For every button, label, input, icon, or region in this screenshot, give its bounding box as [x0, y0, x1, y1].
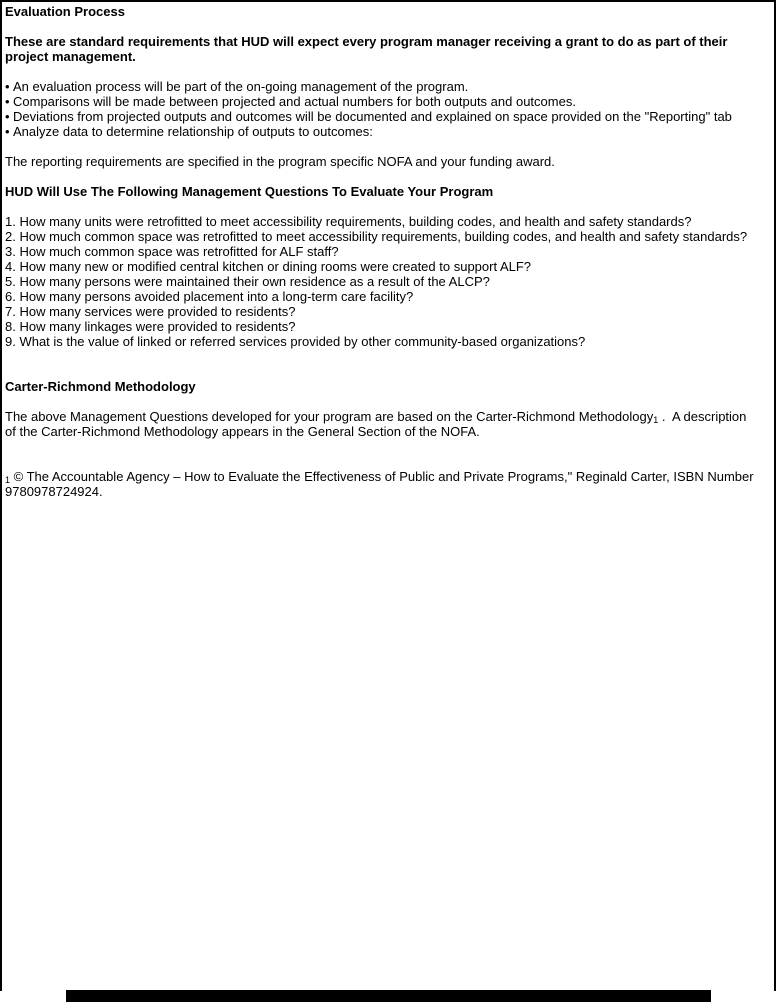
footnote-text: © The Accountable Agency – How to Evaluate the Effectiveness of Public and Private Programs," Reginald Carter, ISBN Number	[10, 469, 754, 484]
bullet-text: Deviations from projected outputs and outcomes will be documented and explained on space provided on the "Reporting" tab	[13, 109, 732, 124]
question-item: 1. How many units were retrofitted to meet accessibility requirements, building codes, and health and safety standards?	[5, 214, 692, 229]
blank-line	[5, 364, 772, 379]
footnote-marker: 1	[5, 475, 11, 485]
footnote-reference-marker: 1	[653, 415, 659, 425]
question-item: 2. How much common space was retrofitted to meet accessibility requirements, building codes, and health and safety standards?	[5, 229, 748, 244]
methodology-text: The above Management Questions developed for your program are based on the Carter-Richmond Methodology	[5, 409, 654, 424]
question-item: 5. How many persons were maintained their own residence as a result of the ALCP?	[5, 274, 490, 289]
page-title: Evaluation Process	[5, 4, 125, 19]
bullet-icon: •	[5, 94, 10, 109]
bullet-icon: •	[5, 109, 10, 124]
blank-line	[5, 394, 772, 409]
bullet-text: Comparisons will be made between projected and actual numbers for both outputs and outcomes.	[13, 94, 576, 109]
bullet-text: An evaluation process will be part of the on-going management of the program.	[13, 79, 469, 94]
question-item: 6. How many persons avoided placement into a long-term care facility?	[5, 289, 414, 304]
document-content	[2, 2, 774, 499]
blank-line	[5, 19, 772, 34]
blank-line	[5, 199, 772, 214]
blank-line	[5, 349, 772, 364]
footnote-line-1	[5, 469, 772, 484]
methodology-paragraph-line-1	[5, 409, 772, 424]
blank-line	[5, 454, 772, 469]
methodology-text: . A description	[658, 409, 747, 424]
bullet-item	[5, 124, 772, 139]
question-item: 8. How many linkages were provided to residents?	[5, 319, 296, 334]
reporting-note: The reporting requirements are specified in the program specific NOFA and your funding award.	[5, 154, 555, 169]
bullet-icon: •	[5, 79, 10, 94]
methodology-paragraph-line-2: of the Carter-Richmond Methodology appears in the General Section of the NOFA.	[5, 424, 480, 439]
blank-line	[5, 169, 772, 184]
questions-heading: HUD Will Use The Following Management Questions To Evaluate Your Program	[5, 184, 494, 199]
intro-paragraph-line-2: project management.	[5, 49, 136, 64]
intro-paragraph-line-1: These are standard requirements that HUD will expect every program manager receiving a grant to do as part of their	[5, 34, 728, 49]
methodology-heading: Carter-Richmond Methodology	[5, 379, 196, 394]
bullet-text: Analyze data to determine relationship of outputs to outcomes:	[13, 124, 373, 139]
bullet-item	[5, 79, 772, 94]
question-item: 4. How many new or modified central kitchen or dining rooms were created to support ALF?	[5, 259, 532, 274]
footnote-line-2: 9780978724924.	[5, 484, 103, 499]
question-item: 3. How much common space was retrofitted for ALF staff?	[5, 244, 339, 259]
bullet-item	[5, 109, 772, 124]
bullet-item	[5, 94, 772, 109]
blank-line	[5, 439, 772, 454]
question-item: 7. How many services were provided to residents?	[5, 304, 296, 319]
blank-line	[5, 139, 772, 154]
bottom-bar	[66, 990, 711, 1002]
bullet-icon: •	[5, 124, 10, 139]
question-item: 9. What is the value of linked or referred services provided by other community-based organizations?	[5, 334, 586, 349]
blank-line	[5, 64, 772, 79]
